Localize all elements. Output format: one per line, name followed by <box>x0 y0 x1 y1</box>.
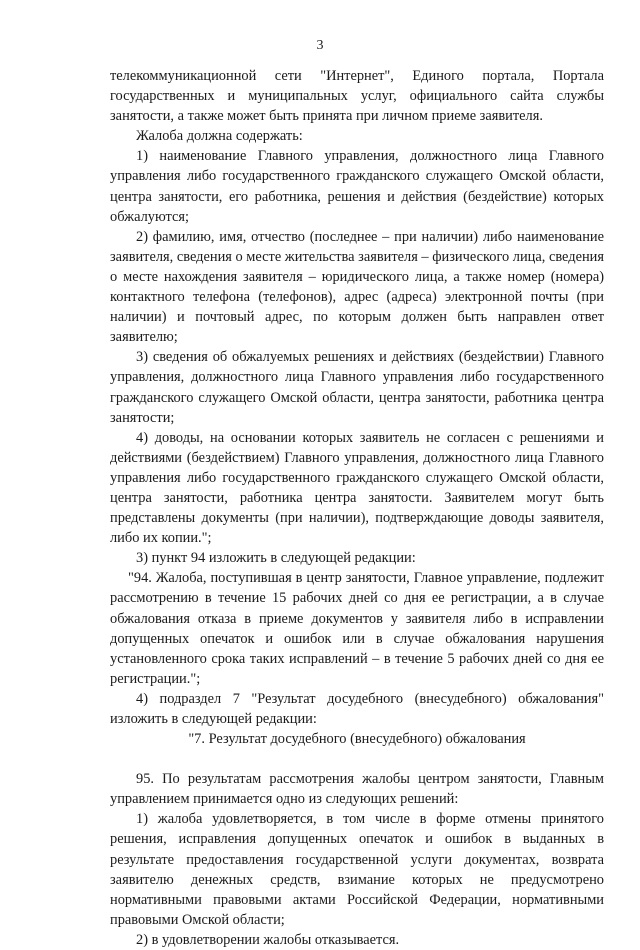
spacer <box>110 749 604 769</box>
document-body <box>110 66 604 950</box>
subsection-7-title: "7. Результат досудебного (внесудебного) обжалования <box>188 731 526 748</box>
list-item-2: 2) фамилию, имя, отчество (последнее – при наличии) либо наименование заявителя, сведения о месте жительства заявителя – физического лица, сведения о месте нахождения заявителя – юридического лица, а также номер (номера) контактного телефона (телефонов), адрес (адреса) электронной почты (при наличии) и почтовый адрес, по которым должен быть направлен ответ заявителю; <box>110 228 604 346</box>
list-item-1: 1) наименование Главного управления, должностного лица Главного управления либо государственного гражданского служащего Омской области, центра занятости, его работника, решения и действия (бездействие) которых обжалуются; <box>110 148 604 225</box>
decision-item-2: 2) в удовлетворении жалобы отказывается. <box>136 931 400 948</box>
clause-95: 95. По результатам рассмотрения жалобы центром занятости, Главным управлением принимается одно из следующих решений: <box>110 771 604 808</box>
list-item-3: 3) сведения об обжалуемых решениях и действиях (бездействии) Главного управления, должностного лица Главного управления либо государственного гражданского служащего Омской области, центра занятости, работника центра занятости; <box>110 349 604 426</box>
clause-94: "94. Жалоба, поступившая в центр занятости, Главное управление, подлежит рассмотрению в течение 15 рабочих дней со дня ее регистрации, а в случае обжалования отказа в приеме документов у заявителя либо в исправлении допущенных опечаток и ошибок или в случае обжалования нарушения установленного срока таких исправлений – в течение 5 рабочих дней со дня ее регистрации."; <box>110 570 604 687</box>
paragraph-continuation: телекоммуникационной сети "Интернет", Единого портала, Портала государственных и муниципальных услуг, официального сайта службы занятости, а также может быть принята при личном приеме заявителя. <box>110 68 604 125</box>
list-item-4: 4) доводы, на основании которых заявитель не согласен с решениями и действиями (бездействием) Главного управления, должностного лица Главного управления либо государственного гражданского служащего Омской области, центра занятости, работника центра занятости. Заявителем могут быть представлены документы (при наличии), подтверждающие доводы заявителя, либо их копии."; <box>110 429 604 547</box>
paragraph-complaint-contents: Жалоба должна содержать: <box>136 128 303 145</box>
amendment-item-3: 3) пункт 94 изложить в следующей редакции: <box>136 550 416 567</box>
decision-item-1: 1) жалоба удовлетворяется, в том числе в форме отмены принятого решения, исправления допущенных опечаток и ошибок в выданных в результате предоставления государственной услуги документах, возврата заявителю денежных средств, взимание которых не предусмотрено нормативными правовыми актами Российской Федерации, нормативными правовыми Омской области; <box>110 811 604 928</box>
page-number: 3 <box>316 38 324 53</box>
amendment-item-4: 4) подраздел 7 "Результат досудебного (внесудебного) обжалования" изложить в следующей редакции: <box>110 690 604 727</box>
